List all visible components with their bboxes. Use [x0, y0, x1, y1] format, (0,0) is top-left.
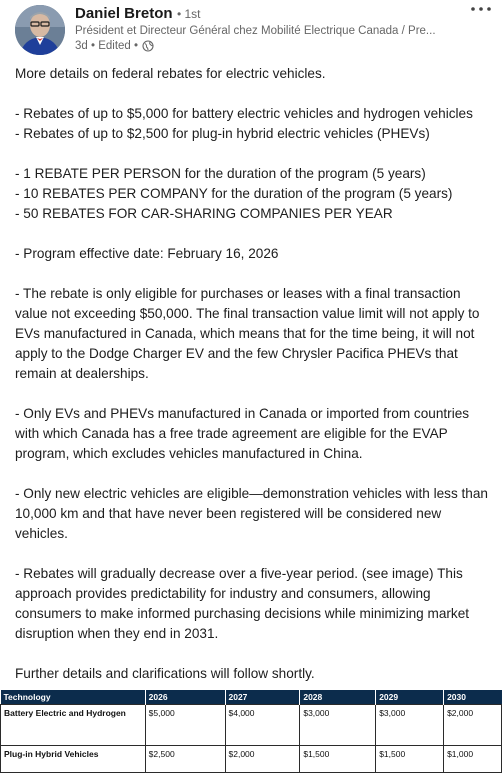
post-text-line: - The rebate is only eligible for purchases or leases with a final transaction value not exceeding $50,000. The final transaction value limit will not apply to EVs manufactured in Canada, which means that for the time being, it will not apply to the Dodge Charger EV and the few Chrysler Pacifica PHEVs that remain at dealerships.	[15, 286, 480, 381]
author-headline: Président et Directeur Général chez Mobilité Électrique Canada / Pre...	[75, 25, 436, 37]
table-header-cell: 2027	[225, 690, 300, 705]
post-text-line: - Rebates of up to $5,000 for battery electric vehicles and hydrogen vehicles	[15, 106, 473, 121]
paragraph-gap	[15, 464, 490, 484]
table-cell-technology: Battery Electric and Hydrogen	[1, 705, 146, 746]
paragraph-gap	[15, 84, 490, 104]
post-body	[15, 64, 490, 684]
rebate-table	[0, 690, 502, 773]
table-header-cell: 2026	[145, 690, 225, 705]
paragraph-gap	[15, 544, 490, 564]
table-cell: $2,000	[225, 746, 300, 773]
table-header-cell: 2029	[376, 690, 444, 705]
post-text-line: - Program effective date: February 16, 2026	[15, 246, 279, 261]
table-cell-technology: Plug-in Hybrid Vehicles	[1, 746, 146, 773]
post-text-line: - Only EVs and PHEVs manufactured in Canada or imported from countries with which Canada has a free trade agreement are eligible for the EVAP program, which excludes vehicles manufactured in China.	[15, 406, 470, 461]
table-cell: $4,000	[225, 705, 300, 746]
post-header	[0, 0, 502, 60]
table-cell: $2,500	[145, 746, 225, 773]
avatar[interactable]	[15, 5, 65, 55]
table-cell: $3,000	[376, 705, 444, 746]
post-text-line: - 1 REBATE PER PERSON for the duration of the program (5 years)	[15, 166, 426, 181]
post-text-line: - 50 REBATES FOR CAR-SHARING COMPANIES PER YEAR	[15, 206, 393, 221]
table-row	[1, 705, 502, 746]
connection-degree: • 1st	[176, 7, 201, 21]
table-cell: $1,500	[300, 746, 376, 773]
table-cell: $2,000	[444, 705, 502, 746]
table-header-row	[1, 690, 502, 705]
table-row	[1, 746, 502, 773]
table-header-cell: 2028	[300, 690, 376, 705]
avatar-photo	[15, 5, 65, 55]
post-text-line: More details on federal rebates for electric vehicles.	[15, 66, 326, 81]
author-line	[75, 5, 201, 23]
paragraph-gap	[15, 224, 490, 244]
table-cell: $3,000	[300, 705, 376, 746]
table-cell: $1,000	[444, 746, 502, 773]
post-text-line: Further details and clarifications will follow shortly.	[15, 666, 315, 681]
post-text-line: - Rebates of up to $2,500 for plug-in hybrid electric vehicles (PHEVs)	[15, 126, 430, 141]
more-horizontal-icon	[467, 0, 495, 18]
post-text-line: - 10 REBATES PER COMPANY for the duration of the program (5 years)	[15, 186, 453, 201]
table-header-cell: Technology	[1, 690, 146, 705]
author-name[interactable]: Daniel Breton	[75, 5, 173, 22]
rebate-table-image	[0, 690, 502, 772]
paragraph-gap	[15, 644, 490, 664]
table-cell: $1,500	[376, 746, 444, 773]
post-meta	[75, 40, 154, 52]
post-meta-text: 3d • Edited •	[75, 40, 139, 52]
table-header-cell: 2030	[444, 690, 502, 705]
paragraph-gap	[15, 384, 490, 404]
more-options-button[interactable]	[467, 0, 495, 18]
globe-icon	[142, 40, 154, 52]
post-text-line: - Only new electric vehicles are eligible—demonstration vehicles with less than 10,000 km and that have never been registered will be considered new vehicles.	[15, 486, 488, 541]
paragraph-gap	[15, 264, 490, 284]
paragraph-gap	[15, 144, 490, 164]
post-text-line: - Rebates will gradually decrease over a five-year period. (see image) This approach provides predictability for industry and consumers, allowing consumers to make informed purchasing decisions while minimizing market disruption when they end in 2031.	[15, 566, 470, 641]
table-cell: $5,000	[145, 705, 225, 746]
